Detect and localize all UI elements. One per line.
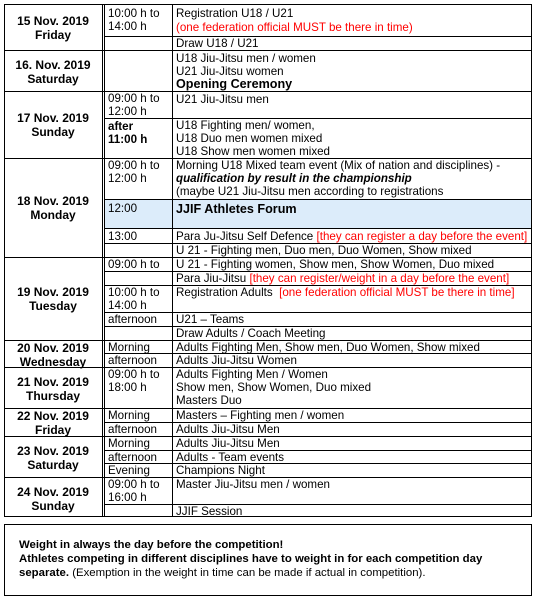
time-cell: 14:00 h: [108, 299, 147, 312]
time-cell: 12:00: [108, 202, 138, 215]
day-23: 23 Nov. 2019 Saturday: [17, 444, 89, 472]
time-cell: 09:00 h to: [108, 92, 160, 105]
event-cell: Draw Adults / Coach Meeting: [176, 327, 326, 340]
event-cell: Opening Ceremony: [176, 77, 293, 91]
time-cell: afternoon: [108, 423, 157, 436]
event-cell: Masters Duo: [176, 394, 242, 407]
time-cell: afternoon: [108, 313, 157, 326]
schedule-table: [4, 4, 532, 517]
border-right: [531, 4, 532, 517]
time-cell: Morning: [108, 341, 150, 354]
day-17: 17 Nov. 2019 Sunday: [17, 111, 89, 139]
event-cell: JJIF Session: [176, 505, 243, 518]
event-cell: Adults Fighting Men / Women: [176, 368, 328, 381]
event-cell: U 21 - Fighting men, Duo men, Duo Women, Show mixed: [176, 244, 472, 257]
time-cell: Morning: [108, 437, 150, 450]
day-16: 16. Nov. 2019 Saturday: [15, 58, 91, 86]
event-cell: Adults Jiu-Jitsu Women: [176, 354, 297, 367]
event-cell: U21 Jiu-Jitsu women: [176, 65, 284, 78]
time-cell: Evening: [108, 464, 150, 477]
time-cell: 09:00 h to: [108, 368, 160, 381]
event-cell: Masters – Fighting men / women: [176, 409, 345, 422]
event-cell: Morning U18 Mixed team event (Mix of nation and disciplines) -: [176, 159, 501, 172]
day-19: 19 Nov. 2019 Tuesday: [17, 285, 89, 313]
divider-day-2: [104, 4, 105, 517]
event-warning: (one federation official MUST be there in time): [176, 21, 413, 34]
time-cell: Morning: [108, 409, 150, 422]
time-cell: afternoon: [108, 451, 157, 464]
time-cell: 09:00 h to: [108, 478, 160, 491]
event-cell: Adults Jiu-Jitsu Men: [176, 437, 280, 450]
divider-time: [172, 4, 173, 517]
day-24: 24 Nov. 2019 Sunday: [17, 485, 89, 513]
event-cell: U 21 - Fighting women, Show men, Show Women, Duo mixed: [176, 258, 495, 271]
event-cell: Draw U18 / U21: [176, 37, 259, 50]
time-cell: 12:00 h: [108, 172, 147, 185]
event-cell: Adults Jiu-Jitsu Men: [176, 423, 280, 436]
event-cell: JJIF Athletes Forum: [176, 202, 297, 216]
event-cell: Para Ju-Jitsu Self Defence [they can register a day before the event]: [176, 230, 528, 243]
time-cell: 11:00 h: [108, 133, 148, 146]
event-cell: Champions Night: [176, 464, 265, 477]
event-cell: U18 Show men women mixed: [176, 145, 331, 158]
event-cell: qualification by result in the championship: [176, 172, 412, 185]
time-cell: after: [108, 120, 134, 133]
time-cell: 14:00 h: [108, 20, 147, 33]
event-cell: Master Jiu-Jitsu men / women: [176, 478, 330, 491]
day-21: 21 Nov. 2019 Thursday: [17, 375, 89, 403]
event-cell: Show men, Show Women, Duo mixed: [176, 381, 372, 394]
day-15: 15 Nov. 2019 Friday: [17, 14, 89, 42]
notes-line-3: separate. (Exemption in the weight in time can be made if actual in competition).: [19, 567, 426, 579]
event-cell: Registration U18 / U21: [176, 7, 294, 20]
event-cell: Adults - Team events: [176, 451, 285, 464]
time-cell: 10:00 h to: [108, 7, 160, 20]
day-20: 20 Nov. 2019 Wednesday: [17, 341, 89, 369]
time-cell: 09:00 h to: [108, 258, 160, 271]
notes-box: [4, 524, 532, 596]
border-top: [4, 4, 532, 5]
notes-line-2: Athletes competing in different disciplines have to weight in for each competition day: [19, 553, 483, 565]
event-cell: Para Jiu-Jitsu [they can register/weight in a day before the event]: [176, 272, 510, 285]
event-cell: U18 Duo men women mixed: [176, 132, 323, 145]
event-cell: Adults Fighting Men, Show men, Duo Women, Show mixed: [176, 341, 480, 354]
time-cell: 12:00 h: [108, 105, 147, 118]
schedule-page: [4, 4, 536, 598]
day-18: 18 Nov. 2019 Monday: [17, 194, 89, 222]
border-bottom: [4, 516, 532, 517]
event-cell: Registration Adults [one federation official MUST be there in time]: [176, 286, 515, 299]
time-cell: 13:00: [108, 230, 138, 243]
time-cell: afternoon: [108, 354, 157, 367]
event-cell: U18 Fighting men/ women,: [176, 119, 315, 132]
notes-line-1: Weight in always the day before the competition!: [19, 539, 284, 551]
time-cell: 09:00 h to: [108, 159, 160, 172]
event-cell: U18 Jiu-Jitsu men / women: [176, 52, 316, 65]
event-cell: U21 – Teams: [176, 313, 245, 326]
time-cell: 18:00 h: [108, 381, 147, 394]
event-cell: U21 Jiu-Jitsu men: [176, 93, 269, 106]
event-cell: (maybe U21 Jiu-Jitsu men according to registrations: [176, 185, 444, 198]
time-cell: 10:00 h to: [108, 286, 160, 299]
time-cell: 16:00 h: [108, 491, 147, 504]
divider-day: [102, 4, 103, 517]
day-22: 22 Nov. 2019 Friday: [17, 409, 89, 437]
